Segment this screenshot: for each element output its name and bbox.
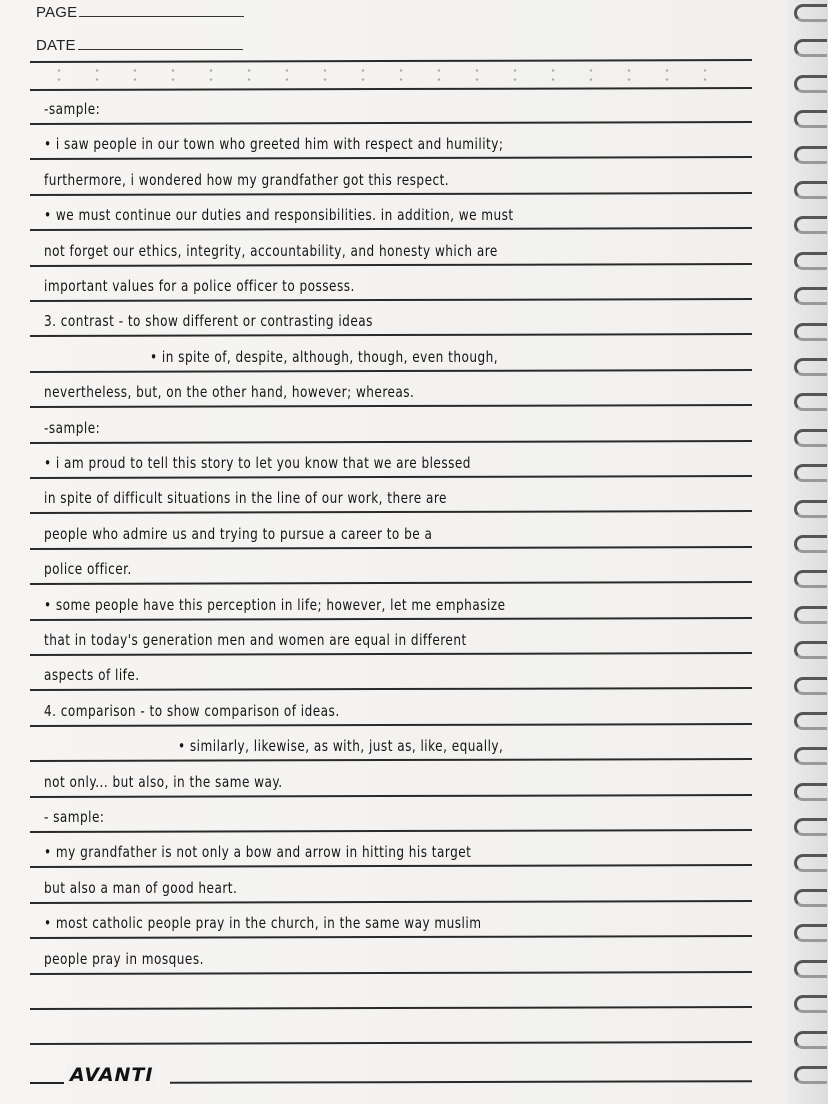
ruled-line [30,758,752,762]
spiral-ring [794,181,827,199]
ruled-line [30,935,752,939]
note-line: • similarly, likewise, as with, just as, like, equally, [178,737,504,756]
spiral-ring [794,995,827,1013]
page-label: PAGE [36,4,78,21]
note-line: but also a man of good heart. [44,878,238,897]
ruled-line [30,900,752,904]
note-line: 4. comparison - to show comparison of ideas. [44,701,340,720]
date-label: DATE [36,37,76,54]
ruled-line [30,864,752,868]
spiral-ring [794,252,827,270]
spiral-ring [794,606,827,624]
footer-dash [30,1082,64,1084]
note-line: -sample: [44,418,101,437]
note-line: police officer. [44,560,132,579]
note-line: - sample: [44,808,105,826]
spiral-ring [794,535,827,553]
ruled-line [30,971,752,975]
ruled-line [30,121,752,125]
ruled-line [30,723,752,727]
note-line: furthermore, i wondered how my grandfather got this respect. [44,170,450,189]
note-line: people who admire us and trying to pursue a career to be a [44,524,433,543]
note-line: not forget our ethics, integrity, accountability, and honesty which are [44,241,498,260]
spiral-ring [794,960,827,978]
ruled-line [30,794,752,798]
spiral-ring [794,429,827,447]
page-underline [79,16,244,17]
ruled-line [30,1041,752,1045]
ruled-line [30,475,752,479]
note-line: aspects of life. [44,666,140,685]
ruled-line [30,156,752,160]
ruled-line [30,440,752,444]
spiral-ring [794,854,827,872]
spiral-ring [794,924,827,942]
spiral-ring [794,287,827,305]
spiral-ring [794,39,827,57]
note-line: • i am proud to tell this story to let you know that we are blessed [44,454,471,472]
ruled-line [30,510,752,514]
spiral-ring [794,323,827,341]
note-line: important values for a police officer to possess. [44,277,355,295]
ruled-line [30,652,752,656]
spiral-ring [794,110,827,128]
footer-line [170,1080,752,1084]
note-line: • in spite of, despite, although, though, even though, [150,347,499,366]
ruled-line [30,581,752,585]
ruled-line [30,192,752,196]
spiral-ring [794,464,827,482]
spiral-ring [794,570,827,588]
ruled-line [30,546,752,550]
ruled-line [30,369,752,373]
brand-logo: AVANTI [66,1064,157,1086]
ruled-line [30,617,752,621]
spiral-ring [794,677,827,695]
spiral-ring [794,146,827,164]
spiral-ring [794,641,827,659]
bleed-through-dots [40,66,740,86]
spiral-ring [794,500,827,518]
note-line: • some people have this perception in life; however, let me emphasize [44,595,506,614]
note-line: not only... but also, in the same way. [44,772,283,791]
ruled-line [30,829,752,833]
spiral-binding [788,0,828,1104]
spiral-ring [794,818,827,836]
ruled-line [30,227,752,231]
spiral-ring [794,712,827,730]
ruled-line [30,298,752,302]
note-line: • my grandfather is not only a bow and arrow in hitting his target [44,843,472,862]
note-line: • i saw people in our town who greeted him with respect and humility; [44,135,504,154]
spiral-ring [794,358,827,376]
ruled-line [30,1006,752,1010]
note-line: that in today's generation men and women are equal in different [44,631,467,649]
spiral-ring [794,393,827,411]
note-line: in spite of difficult situations in the line of our work, there are [44,489,447,508]
note-line: • most catholic people pray in the church, in the same way muslim [44,914,482,933]
date-field [36,37,243,54]
ruled-line [30,333,752,337]
note-line: nevertheless, but, on the other hand, however; whereas. [44,383,415,402]
ruled-line [30,87,752,91]
spiral-ring [794,75,827,93]
ruled-line [30,59,752,63]
ruled-line [30,263,752,267]
ruled-line [30,404,752,408]
note-line: people pray in mosques. [44,949,204,968]
date-underline [78,49,243,50]
spiral-ring [794,1031,827,1049]
spiral-ring [794,747,827,765]
page-field [36,4,244,21]
note-line: 3. contrast - to show different or contrasting ideas [44,312,373,331]
note-line: • we must continue our duties and responsibilities. in addition, we must [44,206,514,225]
spiral-ring [794,216,827,234]
spiral-ring [794,889,827,907]
spiral-ring [794,783,827,801]
spiral-ring [794,4,827,22]
ruled-line [30,687,752,691]
note-line: -sample: [44,100,101,118]
spiral-ring [794,1066,827,1084]
